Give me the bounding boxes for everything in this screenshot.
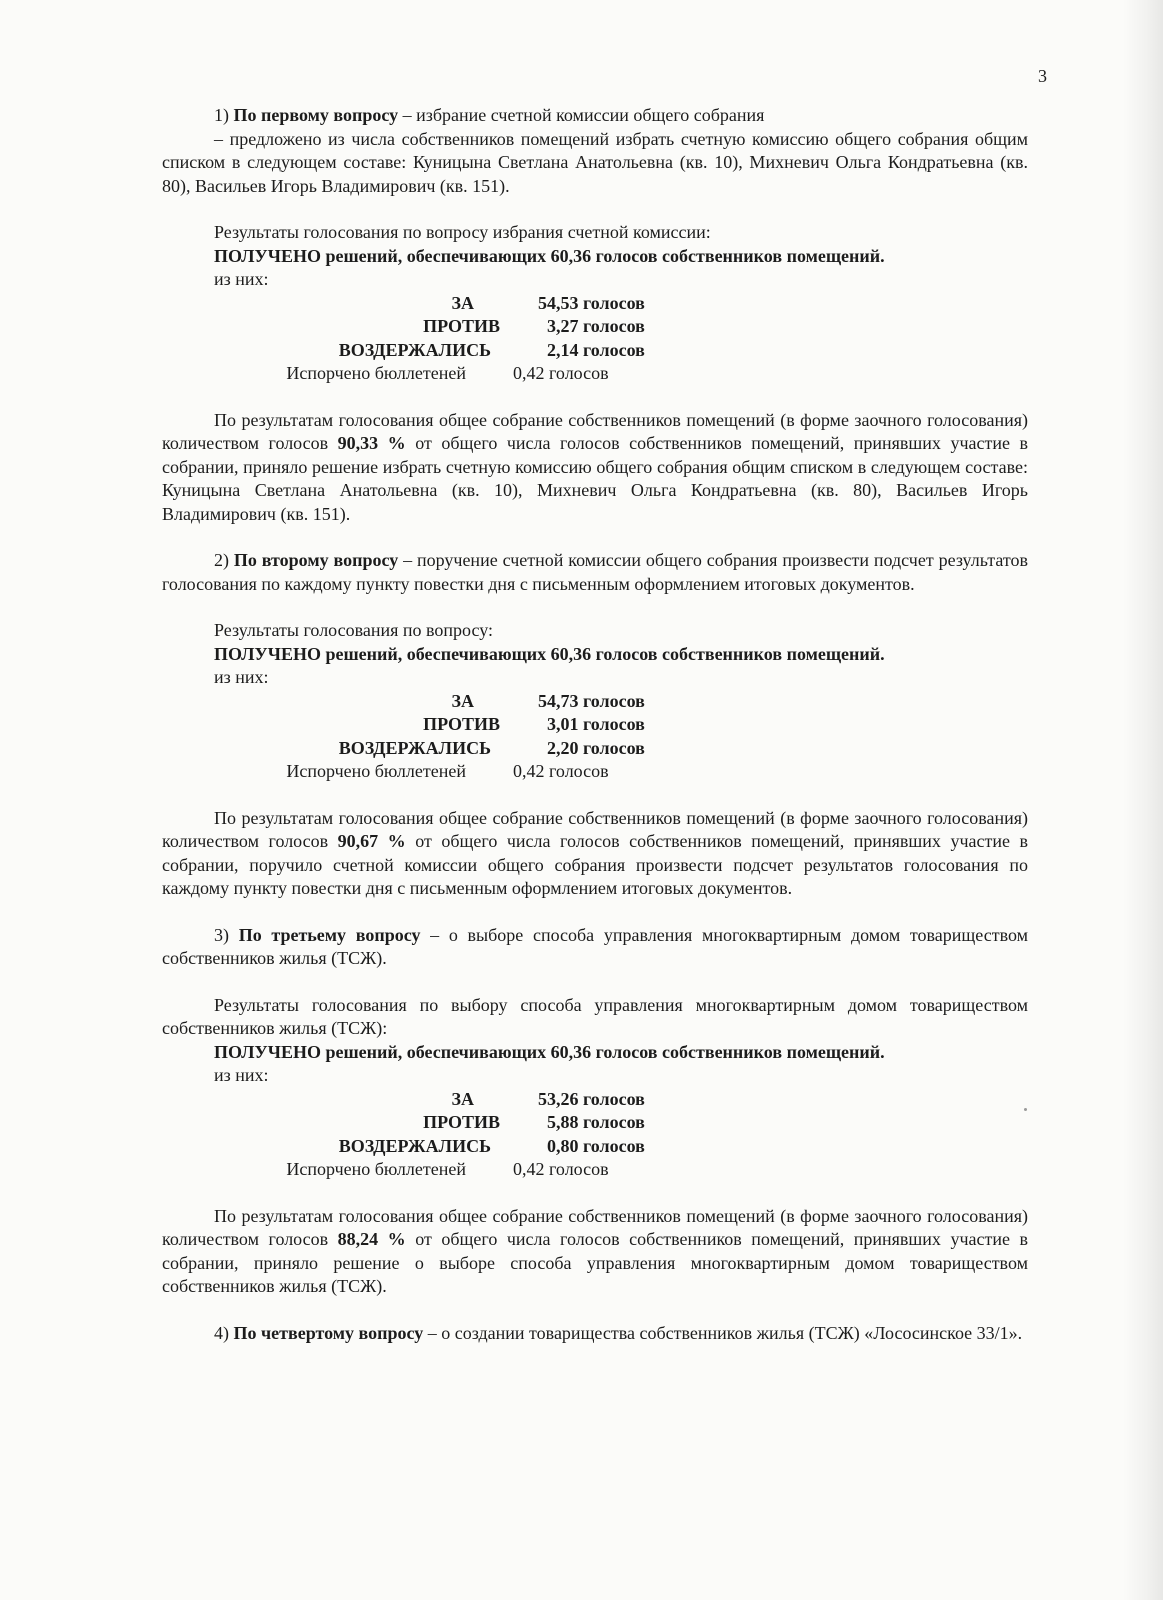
of-them-label: из них: xyxy=(214,667,269,687)
decision-percent: 88,24 % xyxy=(337,1229,406,1249)
vote-label: Испорчено бюллетеней xyxy=(286,1159,466,1179)
question-2-decision xyxy=(162,807,1028,901)
vote-value: 0,42 голосов xyxy=(513,1159,609,1179)
vote-row-spoiled xyxy=(162,760,1028,784)
question-1-proposal: – предложено из числа собственников помещений избрать счетную комиссию общего собрания общим списком в следующем составе: Куницына Светлана Анатольевна (кв. 10), Михневич Ольга Кондратьевна (кв. 80), Васильев Игорь Владимирович (кв. 151). xyxy=(162,128,1028,196)
vote-label: ЗА xyxy=(451,292,474,313)
results-title: Результаты голосования по вопросу: xyxy=(214,620,494,640)
vote-row-abstain xyxy=(162,339,1028,363)
question-subject: – о выборе способа управления многоквартирным домом товариществом собственников жилья (ТСЖ). xyxy=(162,924,1028,968)
vote-value: 5,88 голосов xyxy=(547,1112,645,1132)
vote-row-against xyxy=(162,315,1028,339)
results-title: Результаты голосования по вопросу избрания счетной комиссии: xyxy=(214,222,711,242)
question-title: По второму вопросу xyxy=(233,550,399,570)
decision-text: По результатам голосования общее собрание собственников помещений (в форме заочного голосования) количеством голосов xyxy=(162,807,1028,851)
section-question-2 xyxy=(162,549,1028,901)
scan-edge-shadow xyxy=(1123,0,1163,1600)
vote-results-table xyxy=(162,1088,1028,1182)
decision-text: По результатам голосования общее собрание собственников помещений (в форме заочного голосования) количеством голосов xyxy=(162,409,1028,453)
question-3-decision xyxy=(162,1205,1028,1299)
document-body xyxy=(162,104,1028,1345)
vote-label: ПРОТИВ xyxy=(423,714,500,734)
decision-text: от общего числа голосов собственников помещений, принявших участие в собрании, приняло решение о выборе способа управления многоквартирным домом товариществом собственников жилья (ТСЖ). xyxy=(162,1229,1028,1296)
question-number: 2) xyxy=(214,550,229,570)
received-decisions xyxy=(162,1041,1028,1065)
vote-label: ПРОТИВ xyxy=(423,1112,500,1132)
vote-row-against xyxy=(162,1111,1028,1135)
question-number: 4) xyxy=(214,1322,229,1343)
vote-value: 3,01 голосов xyxy=(547,714,645,734)
vote-value: 53,26 голосов xyxy=(538,1088,645,1109)
vote-row-for xyxy=(162,292,1028,316)
vote-label: ЗА xyxy=(451,1088,474,1109)
vote-row-against xyxy=(162,713,1028,737)
question-3-heading xyxy=(162,924,1028,971)
received-text: ПОЛУЧЕНО решений, обеспечивающих 60,36 голосов собственников помещений. xyxy=(214,245,885,266)
vote-row-for xyxy=(162,1088,1028,1112)
question-number: 1) xyxy=(214,105,229,125)
vote-label: Испорчено бюллетеней xyxy=(286,363,466,383)
vote-label: ВОЗДЕРЖАЛИСЬ xyxy=(338,1135,491,1156)
question-title: По третьему вопросу xyxy=(238,924,421,945)
vote-value: 2,14 голосов xyxy=(547,339,645,360)
question-subject: – избрание счетной комиссии общего собрания xyxy=(402,105,765,125)
vote-label: Испорчено бюллетеней xyxy=(286,761,466,781)
received-decisions xyxy=(162,245,1028,269)
page-number: 3 xyxy=(1038,66,1047,86)
vote-row-abstain xyxy=(162,737,1028,761)
vote-label: ЗА xyxy=(451,690,474,711)
decision-text: По результатам голосования общее собрание собственников помещений (в форме заочного голосования) количеством голосов xyxy=(162,1205,1028,1249)
question-subject: – поручение счетной комиссии общего собрания произвести подсчет результатов голосования по каждому пункту повестки дня с письменным оформлением итоговых документов. xyxy=(162,550,1028,594)
vote-label: ПРОТИВ xyxy=(423,316,500,336)
vote-value: 54,73 голосов xyxy=(538,690,645,711)
question-subject: – о создании товарищества собственников жилья (ТСЖ) «Лососинское 33/1». xyxy=(427,1322,1023,1343)
vote-value: 0,80 голосов xyxy=(547,1135,645,1156)
vote-label: ВОЗДЕРЖАЛИСЬ xyxy=(338,339,491,360)
of-them-label: из них: xyxy=(214,1065,269,1085)
question-number: 3) xyxy=(214,924,229,945)
received-text: ПОЛУЧЕНО решений, обеспечивающих 60,36 голосов собственников помещений. xyxy=(214,1041,885,1062)
of-them-label: из них: xyxy=(214,269,269,289)
question-title: По четвертому вопросу xyxy=(233,1322,424,1343)
vote-results-table xyxy=(162,292,1028,386)
decision-percent: 90,67 % xyxy=(337,831,406,851)
decision-percent: 90,33 % xyxy=(337,433,406,453)
received-text: ПОЛУЧЕНО решений, обеспечивающих 60,36 голосов собственников помещений. xyxy=(214,643,885,664)
vote-row-for xyxy=(162,690,1028,714)
question-2-heading xyxy=(162,549,1028,596)
vote-results-table xyxy=(162,690,1028,784)
decision-text: от общего числа голосов собственников помещений, принявших участие в собрании, приняло решение избрать счетную комиссию общего собрания общим списком в следующем составе: Куницына Светлана Анатольевна (кв. 10), Михневич Ольга Кондратьевна (кв. 80), Васильев Игорь Владимирович (кв. 151). xyxy=(162,433,1028,524)
question-1-decision xyxy=(162,409,1028,527)
vote-row-spoiled xyxy=(162,1158,1028,1182)
results-title: Результаты голосования по выбору способа управления многоквартирным домом товариществом собственников жилья (ТСЖ): xyxy=(162,994,1028,1038)
vote-value: 0,42 голосов xyxy=(513,761,609,781)
received-decisions xyxy=(162,643,1028,667)
section-question-1 xyxy=(162,104,1028,526)
vote-row-spoiled xyxy=(162,362,1028,386)
question-title: По первому вопросу xyxy=(233,105,399,125)
question-4-heading xyxy=(162,1322,1028,1346)
section-question-4 xyxy=(162,1322,1028,1346)
vote-value: 0,42 голосов xyxy=(513,363,609,383)
vote-value: 2,20 голосов xyxy=(547,737,645,758)
vote-value: 54,53 голосов xyxy=(538,292,645,313)
question-1-heading xyxy=(162,104,1028,128)
vote-value: 3,27 голосов xyxy=(547,316,645,336)
section-question-3 xyxy=(162,924,1028,1299)
vote-row-abstain xyxy=(162,1135,1028,1159)
vote-label: ВОЗДЕРЖАЛИСЬ xyxy=(338,737,491,758)
decision-text: от общего числа голосов собственников помещений, принявших участие в собрании, поручило счетной комиссии общего собрания произвести подсчет результатов голосования по каждому пункту повестки дня с письменным оформлением итоговых документов. xyxy=(162,831,1028,898)
